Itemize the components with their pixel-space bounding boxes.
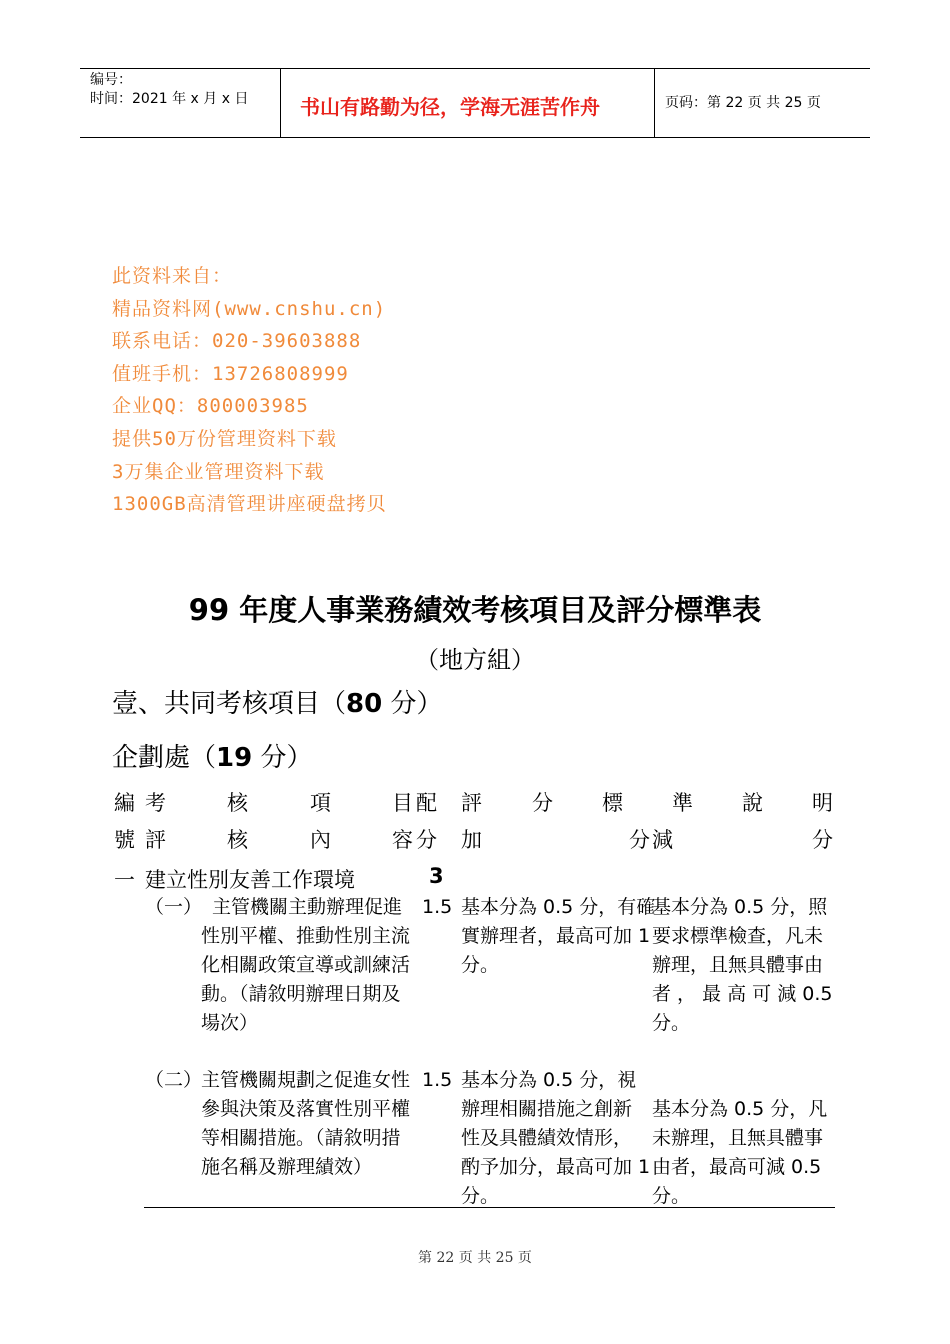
page-footer: 第 22 页 共 25 页 — [418, 1250, 532, 1266]
item-content-line: 參與決策及落實性別平權 — [201, 1098, 411, 1120]
header-std-3: 標 — [602, 791, 623, 815]
header-page-cell — [655, 69, 870, 137]
number-label: 编号： — [90, 72, 132, 88]
item-content-line: 場次） — [201, 1012, 259, 1034]
section-heading-common: 壹、共同考核項目（80 分） — [112, 689, 443, 719]
item-add-line: 基本分為 0.5 分，有確 — [461, 896, 656, 918]
source-info — [112, 260, 387, 521]
header-fen2: 分 — [629, 828, 650, 852]
item-sub-line: 基本分為 0.5 分，照 — [652, 896, 828, 918]
time-label: 时间：2021 年 x 月 x 日 — [90, 91, 249, 107]
header-std-2: 分 — [532, 791, 553, 815]
info-line: 此资料来自： — [112, 265, 233, 287]
item-add-line: 辦理相關措施之創新 — [461, 1098, 633, 1120]
header-motto-cell — [280, 69, 655, 137]
item-score: 1.5 — [422, 896, 453, 918]
header-mu: 目 — [392, 791, 413, 815]
item-score: 1.5 — [422, 1069, 453, 1091]
header-he: 核 — [227, 791, 248, 815]
item-label: （一） — [145, 896, 203, 918]
motto: 书山有路勤为径，学海无涯苦作舟 — [300, 95, 600, 119]
item-add-line: 分。 — [461, 1185, 500, 1207]
doc-subtitle: （地方組） — [415, 646, 535, 674]
info-line: 值班手机：13726808999 — [112, 362, 349, 385]
info-line: 企业QQ：800003985 — [112, 395, 309, 418]
info-line: 提供50万份管理资料下载 — [112, 427, 337, 450]
item-sub-line: 未辦理，且無具體事 — [652, 1127, 824, 1149]
item-add-line: 酌予加分，最高可加 1 — [461, 1156, 651, 1178]
header-nei: 內 — [310, 828, 331, 852]
page-header — [80, 68, 870, 138]
item-content-line: 性別平權、推動性別主流 — [201, 925, 411, 947]
header-he2: 核 — [227, 828, 248, 852]
item-sub-line: 基本分為 0.5 分，凡 — [652, 1098, 828, 1120]
item-content-line: 施名稱及辦理績效） — [201, 1156, 373, 1178]
header-kao: 考 — [145, 791, 166, 815]
group-title: 建立性別友善工作環境 — [145, 868, 355, 892]
header-std-5: 說 — [742, 791, 763, 815]
item-sub-line: 者 ， 最 高 可 減 0.5 — [652, 983, 833, 1005]
info-line: 联系电话：020-39603888 — [112, 330, 362, 353]
item-sub-line: 由者，最高可減 0.5 — [652, 1156, 822, 1178]
item-sub-line: 分。 — [652, 1012, 691, 1034]
item-add-line: 實辦理者，最高可加 1 — [461, 925, 651, 947]
info-line: 3万集企业管理资料下载 — [112, 460, 325, 483]
item-sub-line: 要求標準檢查，凡未 — [652, 925, 824, 947]
item-content-line: 主管機關規劃之促進女性 — [201, 1069, 411, 1091]
doc-title: 99 年度人事業務績效考核項目及評分標準表 — [188, 593, 762, 627]
header-ping: 評 — [145, 828, 166, 852]
item-add-line: 基本分為 0.5 分，視 — [461, 1069, 637, 1091]
item-label: （二） — [145, 1069, 203, 1091]
header-fen: 分 — [416, 828, 437, 852]
header-fen3: 分 — [812, 828, 833, 852]
info-line: 1300GB高清管理讲座硬盘拷贝 — [112, 493, 387, 516]
group-number: 一 — [114, 868, 135, 892]
group-score: 3 — [429, 864, 444, 888]
page-label: 页码：第 22 页 共 25 页 — [665, 95, 821, 111]
header-std-6: 明 — [812, 791, 833, 815]
header-pei: 配 — [416, 791, 437, 815]
header-rong: 容 — [392, 828, 413, 852]
table-bottom-rule — [144, 1207, 835, 1208]
item-content-line: 主管機關主動辦理促進 — [212, 896, 403, 918]
header-jia: 加 — [461, 828, 482, 852]
section-heading-planning: 企劃處（19 分） — [112, 743, 313, 773]
item-content-line: 動。（請敘明辦理日期及 — [201, 983, 401, 1005]
item-content-line: 等相關措施。（請敘明措 — [201, 1127, 401, 1149]
header-bian: 編 — [114, 791, 135, 815]
header-xiang: 項 — [310, 791, 331, 815]
header-jian: 減 — [652, 828, 673, 852]
item-add-line: 性及具體績效情形， — [461, 1127, 633, 1149]
item-content-line: 化相關政策宣導或訓練活 — [201, 954, 411, 976]
header-meta-cell — [80, 69, 281, 137]
item-sub-line: 辦理，且無具體事由 — [652, 954, 824, 976]
header-std-1: 評 — [461, 791, 482, 815]
header-hao: 號 — [114, 828, 135, 852]
item-sub-line: 分。 — [652, 1185, 691, 1207]
info-line: 精品资料网(www.cnshu.cn) — [112, 297, 387, 320]
item-add-line: 分。 — [461, 954, 500, 976]
header-std-4: 準 — [672, 791, 693, 815]
